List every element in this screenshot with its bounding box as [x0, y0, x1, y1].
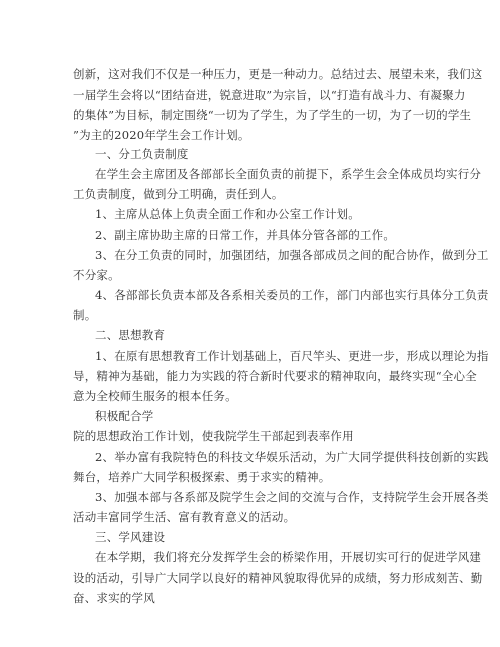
- text-line: 活动丰富同学生活、富有教育意义的活动。: [73, 510, 296, 524]
- text-line: 2、举办富有我院特色的科技文华娱乐活动，为广大同学提供科技创新的实践: [95, 450, 489, 464]
- text-line: ”为主的2020年学生会工作计划。: [73, 128, 250, 142]
- text-line: 院的思想政治工作计划，使我院学生干部起到表率作用: [73, 429, 354, 443]
- text-line: 在学生会主席团及各部部长全面负责的前提下，系学生会全体成员均实行分: [95, 167, 482, 181]
- text-line: 一届学生会将以“团结奋进，锐意进取”为宗旨，以“打造有战斗力、有凝聚力: [73, 88, 466, 102]
- section-heading: 一、分工负责制度: [95, 147, 189, 161]
- text-line: 积极配合学: [95, 409, 154, 423]
- text-line: 2、副主席协助主席的日常工作，并具体分管各部的工作。: [95, 228, 396, 242]
- section-heading: 二、思想教育: [95, 328, 166, 342]
- text-line: 不分家。: [73, 268, 120, 282]
- text-line: 3、在分工负责的同时，加强团结，加强各部成员之间的配合协作，做到分工: [95, 248, 489, 262]
- text-line: 制。: [73, 308, 97, 322]
- text-line: 舞台，培养广大同学积极探索、勇于求实的精神。: [73, 470, 331, 484]
- text-line: 奋、求实的学风: [73, 591, 155, 605]
- text-line: 创新，这对我们不仅是一种压力，更是一种动力。总结过去、展望未来，我们这: [73, 67, 483, 81]
- text-line: 工负责制度，做到分工明确，责任到人。: [73, 187, 284, 201]
- text-line: 导，精神为基础，能力为实践的符合新时代要求的精神取向，最终实现“全心全: [73, 369, 477, 383]
- section-heading: 三、学风建设: [95, 530, 166, 544]
- text-line: 在本学期，我们将充分发挥学生会的桥梁作用，开展切实可行的促进学风建: [95, 550, 482, 564]
- text-line: 1、在原有思想教育工作计划基础上，百尺竿头、更进一步，形成以理论为指: [95, 349, 489, 363]
- text-line: 4、各部部长负责本部及各系相关委员的工作，部门内部也实行具体分工负责: [95, 288, 489, 302]
- text-line: 的集体”为目标，制定围绕“一切为了学生，为了学生的一切，为了一切的学生: [73, 108, 472, 122]
- text-line: 1、主席从总体上负责全面工作和办公室工作计划。: [95, 207, 360, 221]
- text-line: 3、加强本部与各系部及院学生会之间的交流与合作，支持院学生会开展各类: [95, 490, 489, 504]
- text-line: 设的活动，引导广大同学以良好的精神风貌取得优异的成绩，努力形成刻苦、勤: [73, 571, 483, 585]
- text-line: 意为全校师生服务的根本任务。: [73, 389, 237, 403]
